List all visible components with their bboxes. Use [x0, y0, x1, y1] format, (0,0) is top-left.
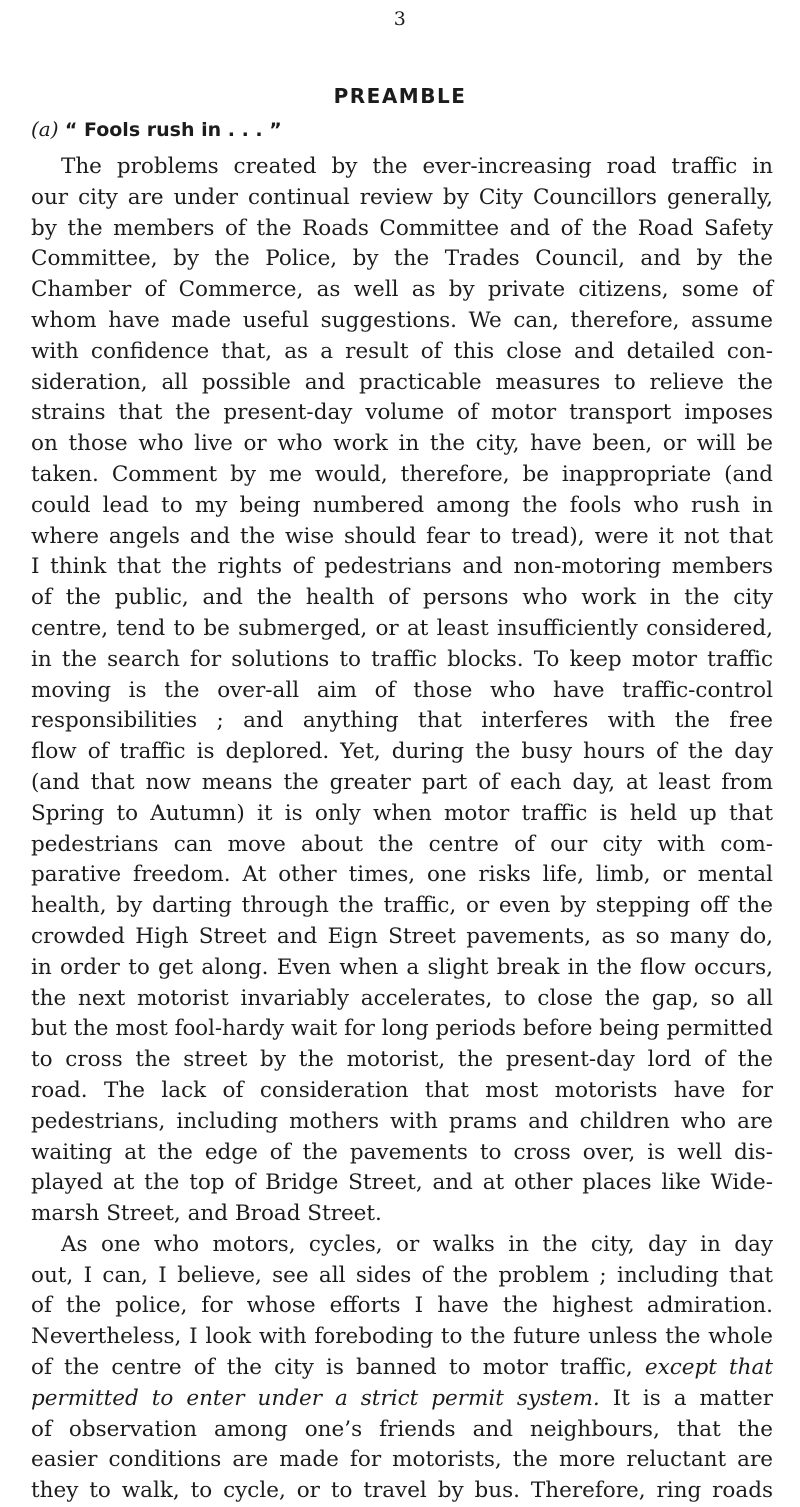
text-segment: with confidence that, as a result of this close and detailed con-: [31, 338, 773, 364]
text-line: [31, 706, 773, 737]
text-line: [31, 152, 773, 183]
text-segment: crowded High Street and Eign Street pavements, as so many do,: [31, 923, 773, 949]
text-line: [31, 614, 773, 645]
text-line: [31, 953, 773, 984]
text-line: [31, 1138, 773, 1169]
text-line: [31, 491, 773, 522]
text-segment: easier conditions are made for motorists, the more reluctant are: [31, 1447, 773, 1473]
text-line: [31, 583, 773, 614]
text-line: [31, 214, 773, 245]
text-line: [31, 645, 773, 676]
text-segment: where angels and the wise should fear to tread), were it not that: [31, 523, 773, 549]
text-line: [31, 337, 773, 368]
paragraph: [31, 152, 773, 1230]
text-segment: waiting at the edge of the pavements to cross over, is well dis-: [31, 1139, 773, 1165]
text-segment: our city are under continual review by City Councillors generally,: [31, 184, 773, 210]
text-line: [31, 552, 773, 583]
italic-text: except that: [644, 1355, 773, 1381]
text-segment: Committee, by the Police, by the Trades Council, and by the: [31, 246, 773, 272]
text-segment: flow of traffic is deplored. Yet, during the busy hours of the day: [31, 739, 773, 765]
text-line: [31, 244, 773, 275]
subsection-marker: (a): [31, 117, 59, 141]
text-line: [31, 922, 773, 953]
text-segment: of the centre of the city is banned to motor traffic,: [31, 1355, 645, 1381]
italic-text: permitted to enter under a strict permit system.: [31, 1385, 600, 1411]
text-segment: could lead to my being numbered among the fools who rush in: [31, 492, 773, 518]
text-segment: of observation among one’s friends and neighbours, that the: [31, 1416, 773, 1442]
text-segment: whom have made useful suggestions. We can, therefore, assume: [31, 307, 773, 333]
text-segment: to cross the street by the motorist, the present-day lord of the: [31, 1047, 773, 1073]
text-segment: in the search for solutions to traffic blocks. To keep motor traffic: [31, 646, 773, 672]
text-segment: sideration, all possible and practicable measures to relieve the: [31, 369, 773, 395]
text-line: [31, 1107, 773, 1138]
text-line: [31, 1445, 773, 1476]
text-line: [31, 460, 773, 491]
section-heading: PREAMBLE: [333, 84, 467, 108]
text-line: [31, 1353, 773, 1384]
subsection-heading: [31, 117, 282, 141]
text-segment: on those who live or who work in the city, have been, or will be: [31, 431, 773, 457]
text-line: [31, 1199, 773, 1230]
text-line: [31, 1045, 773, 1076]
text-segment: Nevertheless, I look with foreboding to the future unless the whole: [31, 1324, 773, 1350]
page-number: 3: [393, 8, 407, 30]
text-segment: It is a matter: [599, 1385, 773, 1411]
text-line: [31, 1261, 773, 1292]
text-line: [31, 1076, 773, 1107]
text-segment: in order to get along. Even when a slight break in the flow occurs,: [31, 954, 773, 980]
text-segment: marsh Street, and Broad Street.: [31, 1201, 382, 1227]
text-line: [31, 1291, 773, 1322]
text-segment: road. The lack of consideration that most motorists have for: [31, 1077, 773, 1103]
text-segment: taken. Comment by me would, therefore, be inappropriate (and: [31, 461, 773, 487]
text-segment: (and that now means the greater part of each day, at least from: [31, 769, 773, 795]
text-line: [31, 737, 773, 768]
text-line: [31, 1476, 773, 1507]
text-segment: Spring to Autumn) it is only when motor traffic is held up that: [31, 800, 773, 826]
text-segment: I think that the rights of pedestrians and non-motoring members: [31, 554, 773, 580]
text-line: [31, 183, 773, 214]
paragraph: [31, 1230, 773, 1507]
text-line: [31, 799, 773, 830]
text-segment: of the police, for whose efforts I have the highest admiration.: [31, 1293, 773, 1319]
text-line: [31, 860, 773, 891]
text-segment: played at the top of Bridge Street, and at other places like Wide-: [31, 1170, 773, 1196]
text-line: [31, 1230, 773, 1261]
text-segment: of the public, and the health of persons who work in the city: [31, 585, 773, 611]
text-line: [31, 676, 773, 707]
text-line: [31, 522, 773, 553]
text-line: [31, 398, 773, 429]
text-line: [31, 1415, 773, 1446]
text-line: [31, 1168, 773, 1199]
text-line: [31, 1014, 773, 1045]
text-line: [31, 306, 773, 337]
text-segment: by the members of the Roads Committee and of the Road Safety: [31, 215, 773, 241]
text-segment: but the most fool-hardy wait for long periods before being permitted: [31, 1016, 773, 1042]
text-segment: As one who motors, cycles, or walks in the city, day in day: [61, 1231, 773, 1257]
text-line: [31, 768, 773, 799]
text-line: [31, 429, 773, 460]
text-segment: pedestrians, including mothers with prams and children who are: [31, 1108, 773, 1134]
text-segment: strains that the present-day volume of motor transport imposes: [31, 400, 773, 426]
text-line: [31, 1384, 773, 1415]
text-segment: health, by darting through the traffic, or even by stepping off the: [31, 893, 773, 919]
text-segment: The problems created by the ever-increasing road traffic in: [61, 154, 773, 179]
text-segment: pedestrians can move about the centre of our city with com-: [31, 831, 773, 857]
text-segment: out, I can, I believe, see all sides of the problem ; including that: [31, 1262, 773, 1288]
text-line: [31, 1322, 773, 1353]
text-line: [31, 368, 773, 399]
text-line: [31, 984, 773, 1015]
text-segment: moving is the over-all aim of those who have traffic-control: [31, 677, 773, 703]
subsection-title: “ Fools rush in . . . ”: [64, 119, 282, 141]
text-line: [31, 830, 773, 861]
text-line: [31, 891, 773, 922]
text-segment: Chamber of Commerce, as well as by private citizens, some of: [31, 277, 773, 303]
body-text: [31, 152, 773, 1507]
text-segment: centre, tend to be submerged, or at least insufficiently considered,: [31, 615, 773, 641]
text-segment: they to walk, to cycle, or to travel by bus. Therefore, ring roads: [31, 1478, 773, 1504]
text-line: [31, 275, 773, 306]
text-segment: parative freedom. At other times, one risks life, limb, or mental: [31, 862, 773, 888]
text-segment: the next motorist invariably accelerates, to close the gap, so all: [31, 985, 773, 1011]
text-segment: responsibilities ; and anything that interferes with the free: [31, 708, 773, 734]
